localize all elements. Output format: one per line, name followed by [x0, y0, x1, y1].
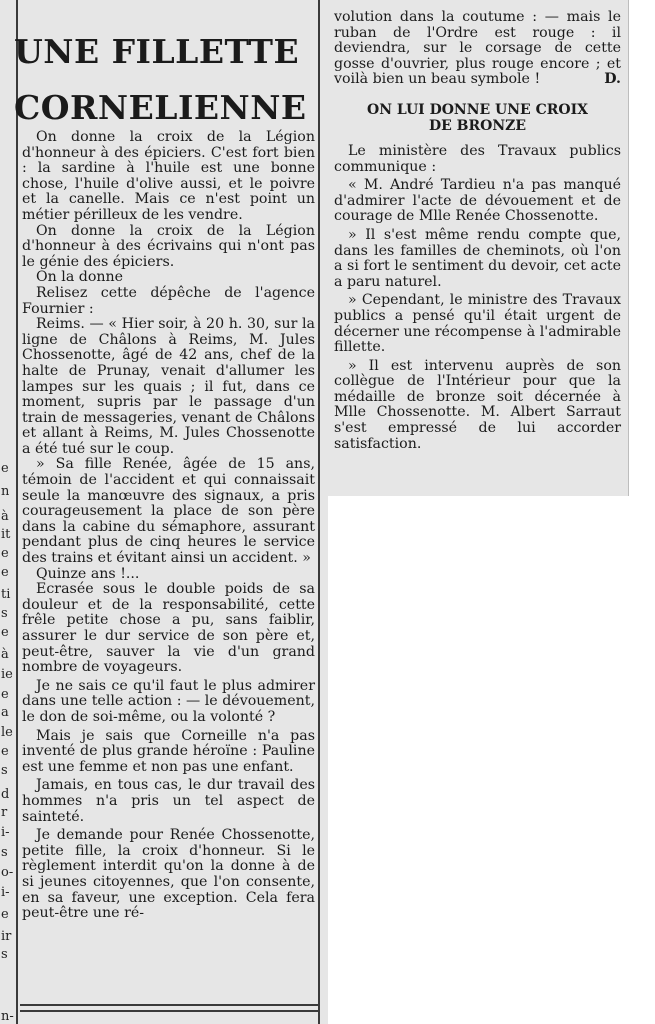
article-body-right: [334, 10, 621, 452]
paragraph: On la donne: [36, 269, 124, 286]
subheading-line-2: DE BRONZE: [428, 117, 527, 134]
margin-fragment: d: [1, 787, 10, 802]
margin-fragment: n-: [1, 1009, 14, 1024]
paragraph: Jamais, en tous cas, le dur travail des hommes n'a pris un tel aspect de sainteté.: [22, 777, 315, 825]
paragraph: « M. André Tardieu n'a pas manqué d'admirer l'acte de dévouement et de courage de Mlle Renée Chossenotte.: [334, 177, 621, 225]
paragraph: » Cependant, le ministre des Travaux publics a pensé qu'il était urgent de décerner une récompense à l'admirable fillette.: [334, 292, 621, 356]
margin-fragment: e: [1, 565, 9, 580]
margin-fragment: s: [1, 606, 8, 621]
paragraph: » Sa fille Renée, âgée de 15 ans, témoin de l'accident et qui connaissait seule la manœuvre des signaux, a pris courageusement la place de son père dans la cabine du sémaphore, assurant pendant plus de cinq heures le service des trains et évitant ainsi un accident. »: [22, 456, 315, 567]
margin-fragment: it: [1, 527, 11, 542]
margin-fragment: ti: [1, 587, 11, 602]
margin-fragment: à: [1, 647, 9, 662]
margin-fragment: e: [1, 461, 9, 476]
margin-fragment: e: [1, 546, 9, 561]
margin-fragment: a: [1, 705, 9, 720]
margin-fragment: e: [1, 625, 9, 640]
margin-fragment: s: [1, 947, 8, 962]
bottom-rule: [20, 1004, 318, 1006]
paragraph: Quinze ans !...: [36, 565, 140, 582]
margin-fragment: i-: [1, 885, 10, 900]
article-body-left: [22, 130, 315, 922]
margin-fragment: à: [1, 509, 9, 524]
paragraph: Reims. — « Hier soir, à 20 h. 30, sur la ligne de Châlons à Reims, M. Jules Chossenotte, âgé de 42 ans, chef de la halte de Prunay, venait d'allumer les lampes sur les quais ; il fut, dans ce moment, supris par le passage d'un train de messageries, venant de Châlons et allant à Reims, M. Jules Chossenotte a été tué sur le coup.: [22, 316, 315, 457]
margin-fragment: e: [1, 744, 9, 759]
paragraph: » Il est intervenu auprès de son collègue de l'Intérieur pour que la médaille de bronze soit décernée à Mlle Chossenotte. M. Albert Sarraut s'est empressé de lui accorder satisfaction.: [334, 357, 621, 452]
headline-line-2: CORNELIENNE: [14, 88, 307, 128]
paragraph: Mais je sais que Corneille n'a pas inventé de plus grande héroïne : Pauline est une femme et non pas une enfant.: [22, 727, 315, 775]
paragraph: Ecrasée sous le double poids de sa douleur et de la responsabilité, cette frêle petite chose a pu, sans faiblir, assurer le dur service de son père et, peut-être, sauver la vie d'un grand nombre de voyageurs.: [22, 581, 315, 676]
margin-fragment: ir: [1, 929, 12, 944]
headline: [14, 34, 314, 126]
margin-rule: [16, 0, 18, 1024]
margin-fragment: r: [1, 805, 8, 820]
paragraph: Je demande pour Renée Chossenotte, petite fille, la croix d'honneur. Si le règlement interdit qu'on la donne à de si jeunes citoyennes, que l'on consente, en sa faveur, une exception. Cela fera peut-être une ré-: [22, 827, 315, 922]
paragraph: On donne la croix de la Légion d'honneur à des écrivains qui n'ont pas le génie des épiciers.: [22, 222, 315, 270]
headline-line-1: UNE FILLETTE: [14, 32, 300, 72]
column-rule: [318, 0, 320, 1024]
paragraph: » Il s'est même rendu compte que, dans les familles de cheminots, où l'on a si fort le sentiment du devoir, cet acte a paru naturel.: [334, 226, 621, 290]
margin-fragment: o-: [1, 865, 14, 880]
paragraph: Je ne sais ce qu'il faut le plus admirer dans une telle action : — le dévouement, le don de soi-même, ou la volonté ?: [22, 677, 315, 725]
margin-fragment: le: [1, 725, 13, 740]
subheading-line-1: ON LUI DONNE UNE CROIX: [367, 101, 588, 118]
signature: D.: [604, 71, 621, 88]
margin-fragment: i-: [1, 825, 10, 840]
margin-fragment: e: [1, 687, 9, 702]
margin-fragment: e: [1, 907, 9, 922]
paragraph: On donne la croix de la Légion d'honneur à des épiciers. C'est fort bien : la sardine à l'huile est une bonne chose, l'huile d'olive aussi, et le poivre et la canelle. Mais ce n'est point un métier périlleux de les vendre.: [22, 129, 315, 223]
subheading: [334, 102, 621, 134]
margin-fragment: s: [1, 845, 8, 860]
bottom-rule-2: [20, 1010, 318, 1012]
margin-fragment: s: [1, 763, 8, 778]
paragraph: Relisez cette dépêche de l'agence Fournier :: [22, 284, 315, 317]
margin-fragment: ie: [1, 667, 13, 682]
continuation-paragraph: volution dans la coutume : — mais le ruban de l'Ordre est rouge : il deviendra, sur le corsage de cette gosse d'ouvrier, plus rouge encore ; et voilà bien un beau symbole ! D.: [334, 9, 621, 88]
margin-fragment: n: [1, 484, 10, 499]
paragraph: Le ministère des Travaux publics communique :: [334, 142, 621, 175]
